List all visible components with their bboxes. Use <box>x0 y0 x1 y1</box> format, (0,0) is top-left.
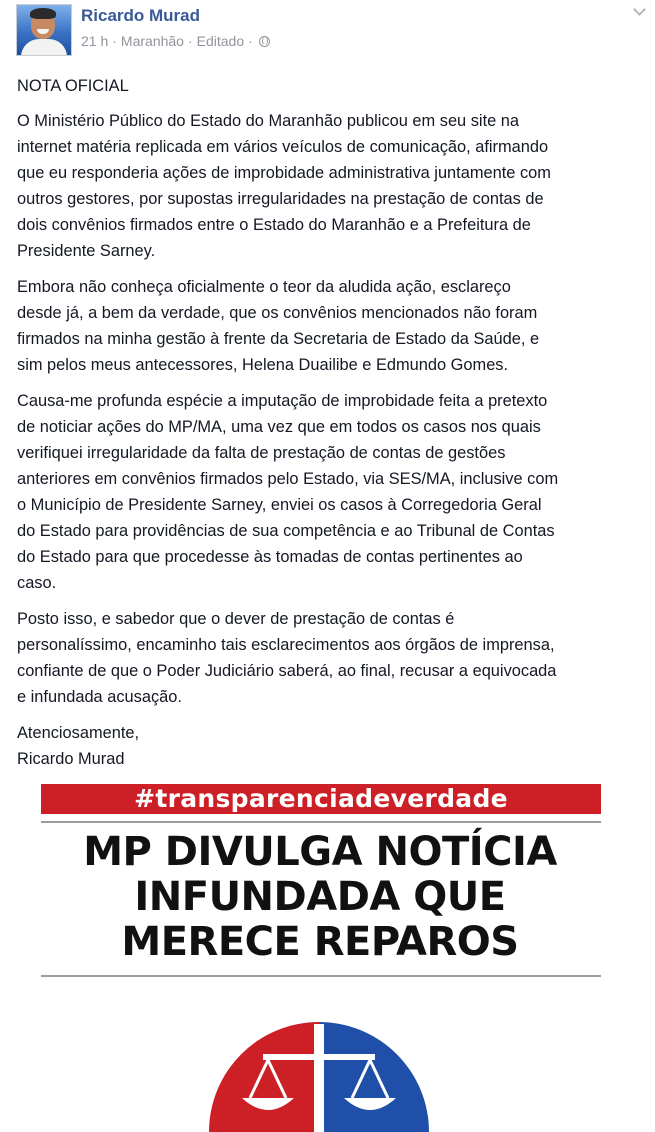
divider <box>41 975 601 977</box>
post-paragraph: O Ministério Público do Estado do Maranhão publicou em seu site na internet matéria replicada em vários veículos de comunicação, afirmando que eu responderia ações de improbidade administrativa juntamente com outros gestores, por supostas irregularidades na prestação de contas de dois convênios firmados entre o Estado do Maranhão e a Prefeitura de Presidente Sarney. <box>17 112 551 260</box>
post-title: NOTA OFICIAL <box>17 77 129 95</box>
post-paragraph: Posto isso, e sabedor que o dever de prestação de contas é personalíssimo, encaminho tais esclarecimentos aos órgãos de imprensa, confiante de que o Poder Judiciário saberá, ao final, recusar a equivocada e infundada acusação. <box>17 610 557 706</box>
headline-line: MP DIVULGA NOTÍCIA <box>83 829 557 875</box>
post-paragraph: Causa-me profunda espécie a imputação de improbidade feita a pretexto de noticiar ações do MP/MA, uma vez que em todos os casos nos quais verifiquei irregularidade da falta de prestação de contas de gestões anteriores em convênios firmados pelo Estado, via SES/MA, inclusive com o Município de Presidente Sarney, enviei os casos à Corregedoria Geral do Estado para providências de sua competência e ao Tribunal de Contas do Estado para que procedesse às tomadas de contas pertinentes ao caso. <box>17 392 559 592</box>
post-meta <box>81 33 270 49</box>
post-time[interactable]: 21 h <box>81 33 109 49</box>
post-closing: Atenciosamente, <box>17 724 140 742</box>
post-location[interactable]: Maranhão <box>120 33 184 49</box>
author-name[interactable]: Ricardo Murad <box>81 6 201 25</box>
justice-scales-icon <box>208 1006 430 1132</box>
divider <box>41 821 601 823</box>
headline-line: INFUNDADA QUE <box>134 874 506 920</box>
post-signature: Ricardo Murad <box>17 750 125 768</box>
meta-separator: · <box>187 33 193 49</box>
meta-separator: · <box>248 33 253 49</box>
meta-separator: · <box>112 33 117 49</box>
post-edited[interactable]: Editado <box>196 33 245 49</box>
globe-icon[interactable] <box>259 36 270 47</box>
banner-headline <box>20 830 620 965</box>
post-paragraph: Embora não conheça oficialmente o teor da aludida ação, esclareço desde já, a bem da verdade, que os convênios mencionados não foram firmados na minha gestão à frente da Secretaria de Estado da Saúde, e sim pelos meus antecessores, Helena Duailibe e Edmundo Gomes. <box>17 278 540 374</box>
post-image[interactable] <box>0 778 655 1132</box>
post-body <box>17 73 655 772</box>
hashtag-bar: #transparenciadeverdade <box>41 784 601 814</box>
avatar[interactable] <box>16 4 72 56</box>
chevron-down-icon[interactable] <box>632 4 646 18</box>
post-header <box>0 0 655 62</box>
headline-line: MERECE REPAROS <box>121 919 519 965</box>
